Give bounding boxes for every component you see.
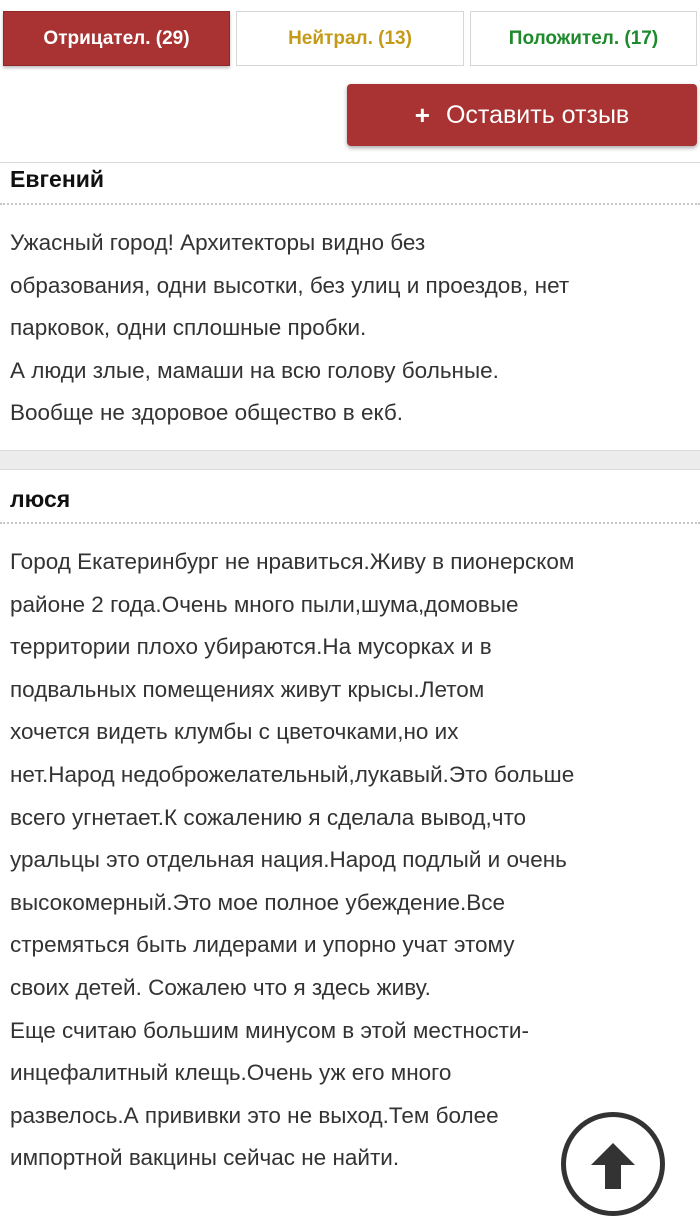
- scroll-to-top-button[interactable]: [561, 1112, 665, 1216]
- tab-negative[interactable]: Отрицател. (29): [3, 11, 230, 66]
- divider: [0, 522, 700, 524]
- review-separator: [0, 450, 700, 470]
- review-text: Ужасный город! Архитекторы видно без образования, одни высотки, без улиц и проездов, нет парковок, одни сплошные пробки. А люди злые, мамаши на всю голову больные. Вообще не здоровое общество в екб.: [10, 230, 570, 426]
- plus-icon: +: [414, 99, 430, 130]
- divider: [0, 203, 700, 205]
- tab-positive[interactable]: Положител. (17): [470, 11, 697, 66]
- leave-review-button[interactable]: [347, 84, 697, 146]
- review-author: Евгений: [10, 166, 105, 192]
- divider: [0, 162, 700, 163]
- leave-review-label: Оставить отзыв: [445, 100, 630, 129]
- tab-neutral[interactable]: Нейтрал. (13): [236, 11, 464, 66]
- review-text: Город Екатеринбург не нравиться.Живу в пионерском районе 2 года.Очень много пыли,шума,домовые территории плохо убираются.На мусорках и в подвальных помещениях живут крысы.Летом хочется видеть клумбы с цветочками,но их нет.Народ недоброжелательный,лукавый.Это больше всего угнетает.К сожалению я сделала вывод,что уральцы это отдельная нация.Народ подлый и очень высокомерный.Это мое полное убеждение.Все стремяться быть лидерами и упорно учат этому своих детей. Сожалею что я здесь живу. Еще считаю большим минусом в этой местности- инцефалитный клещь.Очень уж его много развелось.А прививки это не выход.Тем более импортной вакцины сейчас не найти.: [10, 549, 575, 1171]
- review-filter-tabs: [3, 11, 697, 68]
- review-author: люся: [10, 486, 71, 512]
- arrow-up-icon: [588, 1141, 638, 1191]
